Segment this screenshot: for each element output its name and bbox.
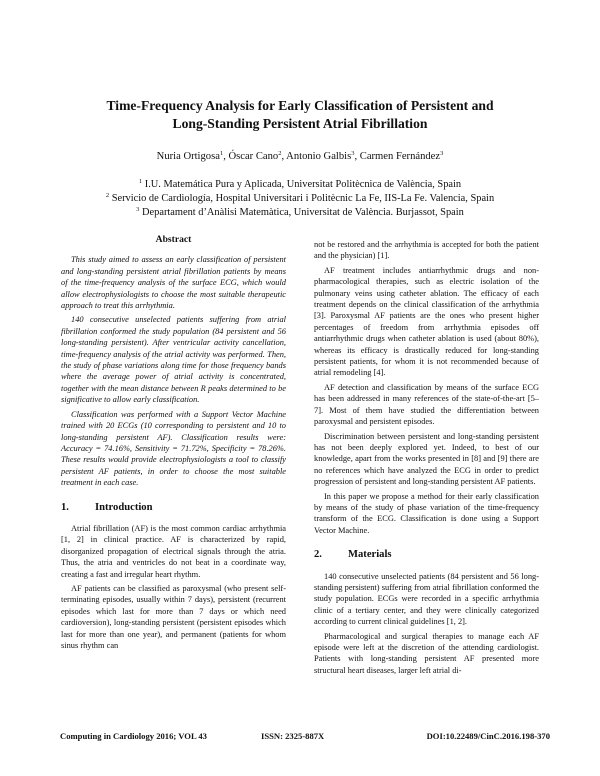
footer-issn: ISSN: 2325-887X (261, 731, 325, 741)
section-heading-materials (314, 549, 539, 560)
abstract-paragraph: Classification was performed with a Support Vector Machine trained with 20 ECGs (10 corresponding to persistent and 10 to long-standing persistent AF). Classification results were: Accuracy = 74.16%, Sensitivity = 71.72%, Specificity = 78.26%. These results would provide electrophysiologists a tool to classify persistent AF patients, in order to choose the most suitable treatment in each case. (61, 409, 286, 488)
affiliation: $^3$ Departament d’Anàlisi Matemàtica, Universitat de València. Burjassot, Spain (136, 206, 464, 218)
body-paragraph: In this paper we propose a method for their early classification by means of the study of phase variation of the time-frequency transform of the ECG. Classification is done using a Support Vector Machine. (314, 491, 539, 535)
author: Antonio Galbis$^3$, (286, 150, 360, 162)
section-title: Materials (348, 549, 392, 561)
body-paragraph: Pharmacological and surgical therapies to manage each AF episode were left at the discretion of the attending cardiologist. Patients with long-standing persistent AF presented more structural heart diseases, larger left atrial di- (314, 631, 539, 675)
title-line-2: Long-Standing Persistent Atrial Fibrillation (172, 116, 428, 131)
right-column (314, 239, 539, 679)
author: Óscar Cano$^2$, (228, 150, 287, 162)
section-number: 2. (314, 549, 322, 561)
affiliation: $^1$ I.U. Matemática Pura y Aplicada, Universitat Politècnica de València, Spain (138, 178, 462, 190)
footer-doi: DOI:10.22489/CinC.2016.198-370 (426, 731, 550, 741)
body-paragraph: Atrial fibrillation (AF) is the most common cardiac arrhythmia [1, 2] in clinical practice. AF is characterized by rapid, disorganized propagation of electrical signals through the atria. Thus, the atria and ventricles do not beat in a coordinate way, creating a fast and irregular heart rhythm. (61, 523, 286, 579)
footer-journal: Computing in Cardiology 2016; VOL 43 (60, 731, 207, 741)
title-line-1: Time-Frequency Analysis for Early Classification of Persistent and (106, 98, 494, 113)
section-heading-introduction (61, 502, 286, 513)
body-paragraph: AF detection and classification by means of the surface ECG has been addressed in many references of the state-of-the-art [5–7]. Most of them have studied the differentiation between paroxysmal and persistent episodes. (314, 382, 539, 427)
abstract (61, 234, 286, 489)
body-paragraph: not be restored and the arrhythmia is accepted for both the patient and the physician) [1]. (314, 240, 539, 261)
paper-title (60, 97, 540, 133)
author: Carmen Fernández$^3$ (359, 150, 444, 162)
body-paragraph: 140 consecutive unselected patients (84 persistent and 56 long-standing persistent) suffering from atrial fibrillation conformed the study population. ECGs were recorded in a specific arrhythmia clinic of a tertiary center, and they were clinically categorized according to current clinical guidelines [1, 2]. (314, 571, 539, 627)
affiliation: $^2$ Servicio de Cardiología, Hospital Universitari i Politècnic La Fe, IIS-La Fe. Valencia, Spain (105, 192, 495, 204)
body-paragraph: AF treatment includes antiarrhythmic drugs and non-pharmacological therapies, such as electric isolation of the pulmonary veins using catheter ablation. The efficacy of each treatment depends on the clinical classification of the arrhythmia [3]. Paroxysmal AF patients are the ones who present higher percentages of freedom from arrhythmia episodes off antiarrhythmic drugs when catheter ablation is used (about 80%), whereas its efficacy is drastically reduced for long-standing persistent patients, for whom it is not recommended because of atrial remodeling [4]. (314, 265, 539, 378)
body-paragraph: AF patients can be classified as paroxysmal (who present self-terminating episodes, usually within 7 days), persistent (recurrent episodes which last for more than 7 days or which need cardioversion), long-standing persistent (persistent episodes which last for more than one year), and permanent (patients for whom sinus rhythm can (61, 583, 286, 650)
abstract-paragraph: 140 consecutive unselected patients suffering from atrial fibrillation conformed the study population (84 persistent and 56 long-standing persistent). After ventricular activity cancellation, time-frequency analysis of the atrial activity was performed. Then, the study of phase variations along time for those frequency bands where the average power of atrial activity is concentrated, together with the mean distance between R peaks determined to be significative to allow early classification. (61, 315, 286, 405)
section-number: 1. (61, 501, 69, 513)
author: Nuria Ortigosa$^1$, (156, 150, 229, 162)
author-list (60, 150, 540, 163)
left-column (61, 234, 286, 654)
body-paragraph: Discrimination between persistent and long-standing persistent has not been deeply explored yet. Indeed, to best of our knowledge, apart from the works presented in [8] and [9] there are no references which have analyzed the ECG in order to predict progression of persistent and long-standing persistent AF patients. (314, 431, 539, 487)
affiliation-list (60, 178, 540, 220)
abstract-heading: Abstract (155, 234, 192, 245)
abstract-paragraph: This study aimed to assess an early classification of persistent and long-standing persistent atrial fibrillation patients by means of the time-frequency analysis of the surface ECG, which would allow electrophysiologists to choose the most suitable therapeutic approach to treat this arrhythmia. (61, 255, 286, 311)
section-title: Introduction (95, 501, 153, 513)
